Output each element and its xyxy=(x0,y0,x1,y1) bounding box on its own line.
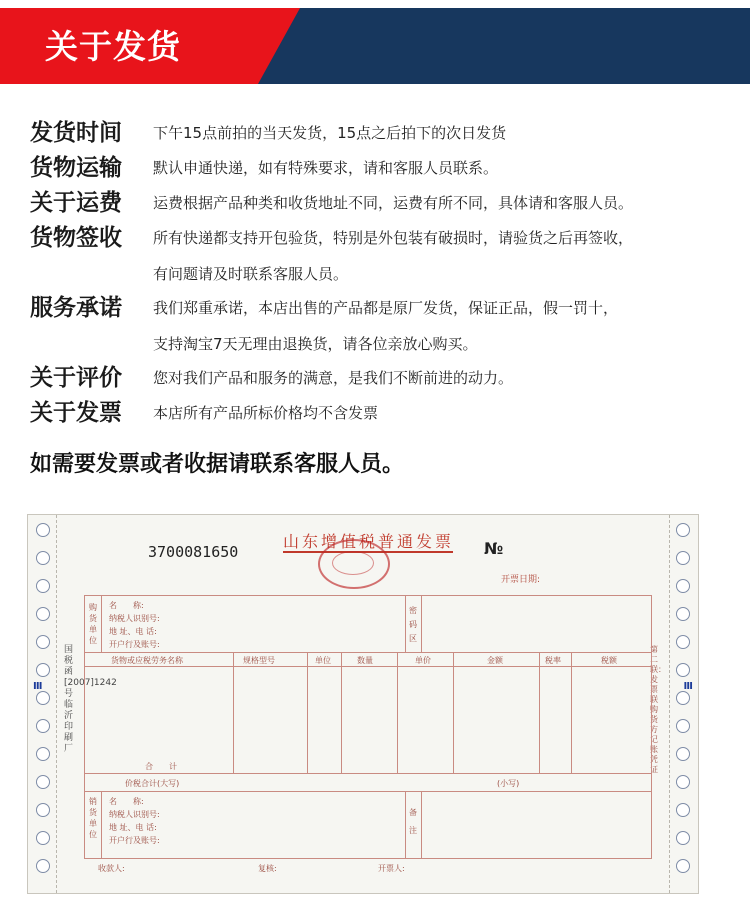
copy-label: 第二联：发票联 购货方记账凭证 xyxy=(650,645,666,774)
column-header: 单位 xyxy=(315,656,331,665)
total-label: 合 计 xyxy=(145,762,177,771)
row-text: 默认申通快递，如有特殊要求，请和客服人员联系。 xyxy=(153,159,499,177)
total-words-label: 价税合计(大写) xyxy=(125,779,180,788)
row-label: 货物签收 xyxy=(30,225,122,251)
column-header: 货物或应税劳务名称 xyxy=(111,656,183,665)
row-label: 货物运输 xyxy=(30,155,122,181)
footer-reviewer: 复核: xyxy=(258,864,277,873)
perforation-right xyxy=(669,515,670,893)
column-header: 单价 xyxy=(415,656,431,665)
invoice-title: 山东增值税普通发票 xyxy=(283,532,455,551)
footer-payee: 收款人: xyxy=(98,864,125,873)
row-text: 您对我们产品和服务的满意，是我们不断前进的动力。 xyxy=(153,369,514,387)
blue-mark: Ⅲ xyxy=(33,681,43,692)
seller-field: 名 称: xyxy=(109,797,144,806)
row-text: 我们郑重承诺，本店出售的产品都是原厂发货，保证正品，假一罚十， xyxy=(153,299,619,317)
buyer-section-label: 购货单位 xyxy=(89,603,97,645)
row-text: 所有快递都支持开包验货，特别是外包装有破损时，请验货之后再签收， xyxy=(153,229,634,247)
column-header: 税额 xyxy=(601,656,617,665)
buyer-field: 地 址、电 话: xyxy=(109,627,157,636)
row-label: 关于运费 xyxy=(30,190,122,216)
remark-label: 备注 xyxy=(409,808,417,835)
buyer-field: 纳税人识别号: xyxy=(109,614,160,623)
tractor-holes-right xyxy=(672,515,694,893)
row-label: 关于发票 xyxy=(30,400,122,426)
page-title: 关于发货 xyxy=(45,27,181,66)
total-small-label: (小写) xyxy=(497,779,520,788)
row-text: 支持淘宝7天无理由退换货，请各位亲放心购买。 xyxy=(153,335,478,353)
seller-field: 开户行及账号: xyxy=(109,836,160,845)
row-text: 有问题请及时联系客服人员。 xyxy=(153,265,349,283)
perforation-left xyxy=(56,515,57,893)
column-header: 税率 xyxy=(545,656,561,665)
printer-imprint: 国税函[2007]1242号临沂印刷厂 xyxy=(64,645,117,754)
seller-section-label: 销货单位 xyxy=(89,797,97,839)
invoice-code: 3700081650 xyxy=(148,543,239,561)
row-label: 关于评价 xyxy=(30,365,122,391)
buyer-field: 名 称: xyxy=(109,601,144,610)
cipher-label: 密码区 xyxy=(409,606,417,643)
column-header: 数量 xyxy=(357,656,373,665)
footer-issuer: 开票人: xyxy=(378,864,405,873)
official-seal xyxy=(318,539,390,589)
invoice-image xyxy=(27,514,699,894)
row-text: 运费根据产品种类和收货地址不同，运费有所不同，具体请和客服人员。 xyxy=(153,194,634,212)
seller-field: 纳税人识别号: xyxy=(109,810,160,819)
column-header: 规格型号 xyxy=(243,656,275,665)
row-text: 下午15点前拍的当天发货，15点之后拍下的次日发货 xyxy=(153,124,507,142)
buyer-field: 开户行及账号: xyxy=(109,640,160,649)
seller-field: 地 址、电 话: xyxy=(109,823,157,832)
tractor-holes-left xyxy=(32,515,54,893)
row-label: 服务承诺 xyxy=(30,295,122,321)
invoice-notice: 如需要发票或者收据请联系客服人员。 xyxy=(30,452,405,477)
invoice-number-label: № xyxy=(484,539,504,558)
header-banner xyxy=(0,0,750,84)
blue-mark: Ⅲ xyxy=(683,681,693,692)
invoice-table xyxy=(84,595,652,859)
row-text: 本店所有产品所标价格均不含发票 xyxy=(153,404,379,422)
invoice-date-label: 开票日期: xyxy=(501,575,541,585)
column-header: 金额 xyxy=(487,656,503,665)
row-label: 发货时间 xyxy=(30,120,122,146)
